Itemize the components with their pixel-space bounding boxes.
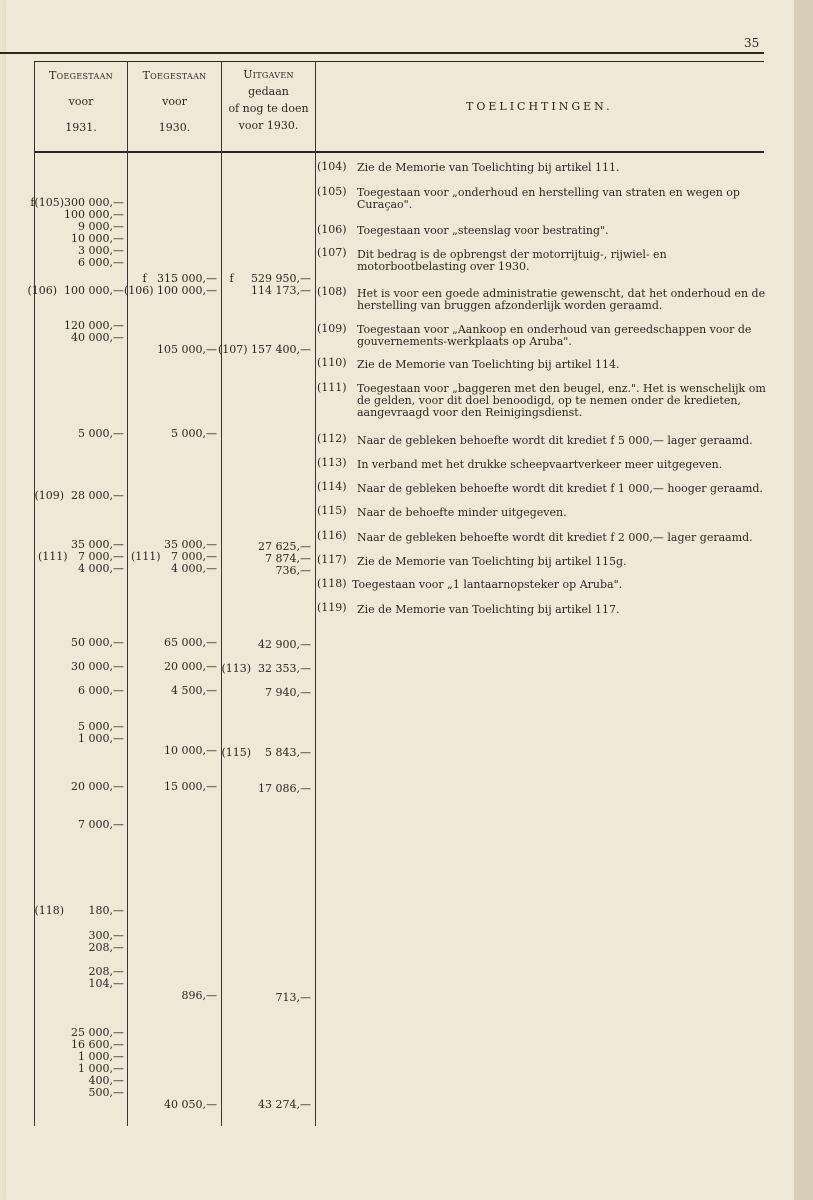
note-text: Toegestaan voor „Aankoop en onderhoud van gereedschappen voor de gouvernements-werkplaats op Aruba". [357,323,752,348]
header-col-uitgaven [222,66,315,134]
note-ref: (117) [317,553,347,566]
uitgaven-amount: 7 940,— [265,686,311,699]
note-text: Zie de Memorie van Toelichting bij artikel 114. [357,358,620,371]
note-ref: (110) [317,356,347,369]
note-text: Zie de Memorie van Toelichting bij artikel 111. [357,161,620,174]
col1930-amount: f 315 000,— (106) 100 000,— [123,272,217,297]
column-divider [221,61,222,1126]
col1931-amount: 7 000,— [78,818,124,831]
col1930-amount: 5 000,— [171,427,217,440]
note-text: In verband met het drukke scheepvaartverkeer meer uitgegeven. [357,458,723,471]
col1931-amount: 20 000,— [71,780,124,793]
col1930-amount: 15 000,— [164,780,217,793]
col1930-amount: 896,— [181,989,217,1002]
col1930-amount: 105 000,— [157,343,217,356]
col1930-amount: 65 000,— [164,636,217,649]
col1930-amount: 20 000,— [164,660,217,673]
col1931-amount: 6 000,— [78,684,124,697]
col1931-amount: 5 000,— 1 000,— [78,720,124,745]
note-text: Naar de gebleken behoefte wordt dit krediet f 1 000,— hooger geraamd. [357,482,763,495]
header-toelichtingen: TOELICHTINGEN. [466,100,613,113]
top-rule-thin [34,61,764,62]
col1931-amount: f(105)300 000,— 100 000,— 9 000,— 10 000,— 3 000,— 6 000,— [30,196,124,269]
note-ref: (114) [317,480,347,493]
note-text: Toegestaan voor „baggeren met den beugel, enz.". Het is wenschelijk om de gelden, voor dit doel benoodigd, op te nemen onder de kredieten, aangevraagd voor den Reinigingsdienst. [357,382,766,419]
note-ref: (113) [317,456,347,469]
header-col-1931 [35,66,127,138]
page-number: 35 [744,36,760,50]
page-sheet [6,0,794,1200]
note-text: Zie de Memorie van Toelichting bij artikel 115g. [357,555,627,568]
top-rule [0,52,764,54]
col1931-amount: 50 000,— [71,636,124,649]
note-text: Naar de behoefte minder uitgegeven. [357,506,567,519]
header-col3-line1: Uitgaven [243,68,294,81]
header-col1-line3: 1931. [65,121,97,134]
uitgaven-amount: (107) 157 400,— [217,343,311,356]
note-text: Toegestaan voor „steenslag voor bestrating". [357,224,609,237]
page-edge [794,0,813,1200]
note-ref: (108) [317,285,347,298]
header-col3-line2: gedaan [248,85,289,98]
col1931-amount: 25 000,— 16 600,— 1 000,— 1 000,— 400,— 500,— [71,1026,124,1099]
column-divider [315,61,316,1126]
header-col2-line1: Toegestaan [142,69,207,82]
note-ref: (118) [317,577,347,590]
note-ref: (107) [317,246,347,259]
header-col1-line1: Toegestaan [49,69,113,82]
uitgaven-amount: 42 900,— [258,638,311,651]
note-text: Naar de gebleken behoefte wordt dit krediet f 2 000,— lager geraamd. [357,531,753,544]
note-text: Zie de Memorie van Toelichting bij artikel 117. [357,603,620,616]
col1931-amount: (118) 180,— [34,904,124,917]
header-col3-line3: of nog te doen [228,102,309,115]
uitgaven-amount: (115) 5 843,— [221,746,311,759]
uitgaven-amount: 27 625,— 7 874,— 736,— [258,540,311,577]
uitgaven-amount: f 529 950,— 114 173,— [229,272,311,297]
note-text: Toegestaan voor „1 lantaarnopsteker op Aruba". [352,578,623,591]
col1930-amount: 40 050,— [164,1098,217,1111]
col1931-amount: 120 000,— 40 000,— [64,319,124,344]
header-rule [34,151,764,153]
note-ref: (115) [317,504,347,517]
note-ref: (106) [317,223,347,236]
header-col2-line2: voor [162,95,187,108]
col1930-amount: 35 000,— (111) 7 000,— 4 000,— [130,538,217,575]
note-text: Het is voor een goede administratie gewenscht, dat het onderhoud en de herstelling van bruggen afzonderlijk worden geraamd. [357,287,766,312]
col1931-amount: 35 000,— (111) 7 000,— 4 000,— [37,538,124,575]
header-col-1930 [128,66,221,138]
col1930-amount: 10 000,— [164,744,217,757]
col1930-amount: 4 500,— [171,684,217,697]
note-text: Naar de gebleken behoefte wordt dit krediet f 5 000,— lager geraamd. [357,434,753,447]
uitgaven-amount: (113) 32 353,— [221,662,311,675]
note-ref: (116) [317,529,347,542]
uitgaven-amount: 43 274,— [258,1098,311,1111]
col1931-amount: (106) 100 000,— [27,284,124,297]
note-ref: (109) [317,322,347,335]
note-text: Dit bedrag is de opbrengst der motorrijtuig-, rijwiel- en motorbootbelasting over 1930. [357,248,667,273]
header-col1-line2: voor [68,95,94,108]
header-col2-line3: 1930. [158,121,191,134]
col1931-amount: (109) 28 000,— [34,489,124,502]
col1931-amount: 300,— 208,— [88,929,124,954]
note-ref: (105) [317,185,347,198]
note-ref: (104) [317,160,347,173]
note-text: Toegestaan voor „onderhoud en herstelling van straten en wegen op Curaçao". [357,186,740,211]
column-divider [127,61,128,1126]
col1931-amount: 30 000,— [71,660,124,673]
note-ref: (111) [317,381,347,394]
col1931-amount: 208,— 104,— [88,965,124,990]
uitgaven-amount: 17 086,— [258,782,311,795]
note-ref: (119) [317,601,347,614]
uitgaven-amount: 713,— [275,991,311,1004]
header-col3-line4: voor 1930. [238,119,299,132]
note-ref: (112) [317,432,347,445]
col1931-amount: 5 000,— [78,427,124,440]
